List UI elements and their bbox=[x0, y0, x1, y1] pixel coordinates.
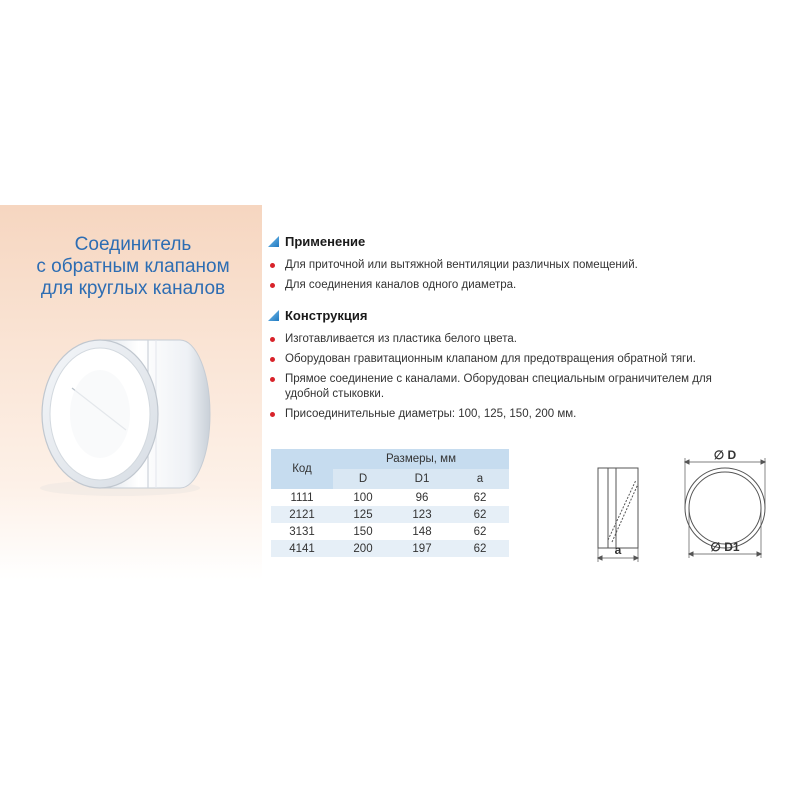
inner-diameter-label: ∅ D1 bbox=[710, 540, 740, 554]
table-row bbox=[271, 506, 509, 523]
table-row bbox=[271, 523, 509, 540]
cell-d: 150 bbox=[353, 525, 373, 538]
outer-diameter-label: ∅ D bbox=[713, 450, 737, 462]
cell-a: 62 bbox=[473, 491, 487, 504]
dimensions-table bbox=[271, 449, 509, 557]
product-image bbox=[30, 330, 240, 500]
cell-code: 1111 bbox=[290, 491, 314, 504]
section-triangle-icon bbox=[268, 310, 279, 321]
list-item: Присоединительные диаметры: 100, 125, 150, 200 мм. bbox=[268, 407, 728, 422]
section-heading-text: Применение bbox=[285, 234, 366, 249]
section-application-heading bbox=[268, 234, 365, 249]
cell-d1: 148 bbox=[412, 525, 432, 538]
cell-a: 62 bbox=[451, 506, 509, 523]
table-row bbox=[271, 489, 509, 506]
title-line: с обратным клапаном bbox=[36, 256, 230, 277]
application-list bbox=[268, 258, 728, 298]
list-item: Для приточной или вытяжной вентиляции различных помещений. bbox=[268, 258, 728, 273]
title-line: Соединитель bbox=[74, 234, 192, 255]
cell-a: 62 bbox=[473, 525, 487, 538]
cell-d: 100 bbox=[353, 491, 373, 504]
dimensions-group-header: Размеры, мм bbox=[333, 449, 509, 469]
list-item: Изготавливается из пластика белого цвета. bbox=[268, 332, 728, 347]
list-item: Оборудован гравитационным клапаном для предотвращения обратной тяги. bbox=[268, 352, 728, 367]
dimension-a-label: a bbox=[614, 543, 622, 557]
cell-d: 200 bbox=[333, 540, 393, 557]
product-title bbox=[8, 234, 258, 300]
cell-d1: 96 bbox=[415, 491, 429, 504]
section-heading-text: Конструкция bbox=[285, 308, 368, 323]
section-construction-heading bbox=[268, 308, 367, 323]
code-header: Код bbox=[271, 449, 333, 489]
cell-d1: 197 bbox=[393, 540, 451, 557]
list-item: Для соединения каналов одного диаметра. bbox=[268, 278, 728, 293]
column-header-a: a bbox=[451, 469, 509, 489]
cell-a: 62 bbox=[451, 540, 509, 557]
title-line: для круглых каналов bbox=[40, 278, 226, 299]
cell-code: 3131 bbox=[289, 525, 315, 538]
table-row bbox=[271, 540, 509, 557]
cell-d1: 123 bbox=[393, 506, 451, 523]
cell-code: 2121 bbox=[271, 506, 333, 523]
section-triangle-icon bbox=[268, 236, 279, 247]
cell-code: 4141 bbox=[271, 540, 333, 557]
construction-list bbox=[268, 332, 728, 427]
column-header-d1: D1 bbox=[393, 469, 451, 489]
list-item: Прямое соединение с каналами. Оборудован специальным ограничителем для удобной стыковки. bbox=[268, 372, 715, 402]
column-header-d: D bbox=[333, 469, 393, 489]
cell-d: 125 bbox=[333, 506, 393, 523]
technical-drawings bbox=[590, 450, 780, 570]
